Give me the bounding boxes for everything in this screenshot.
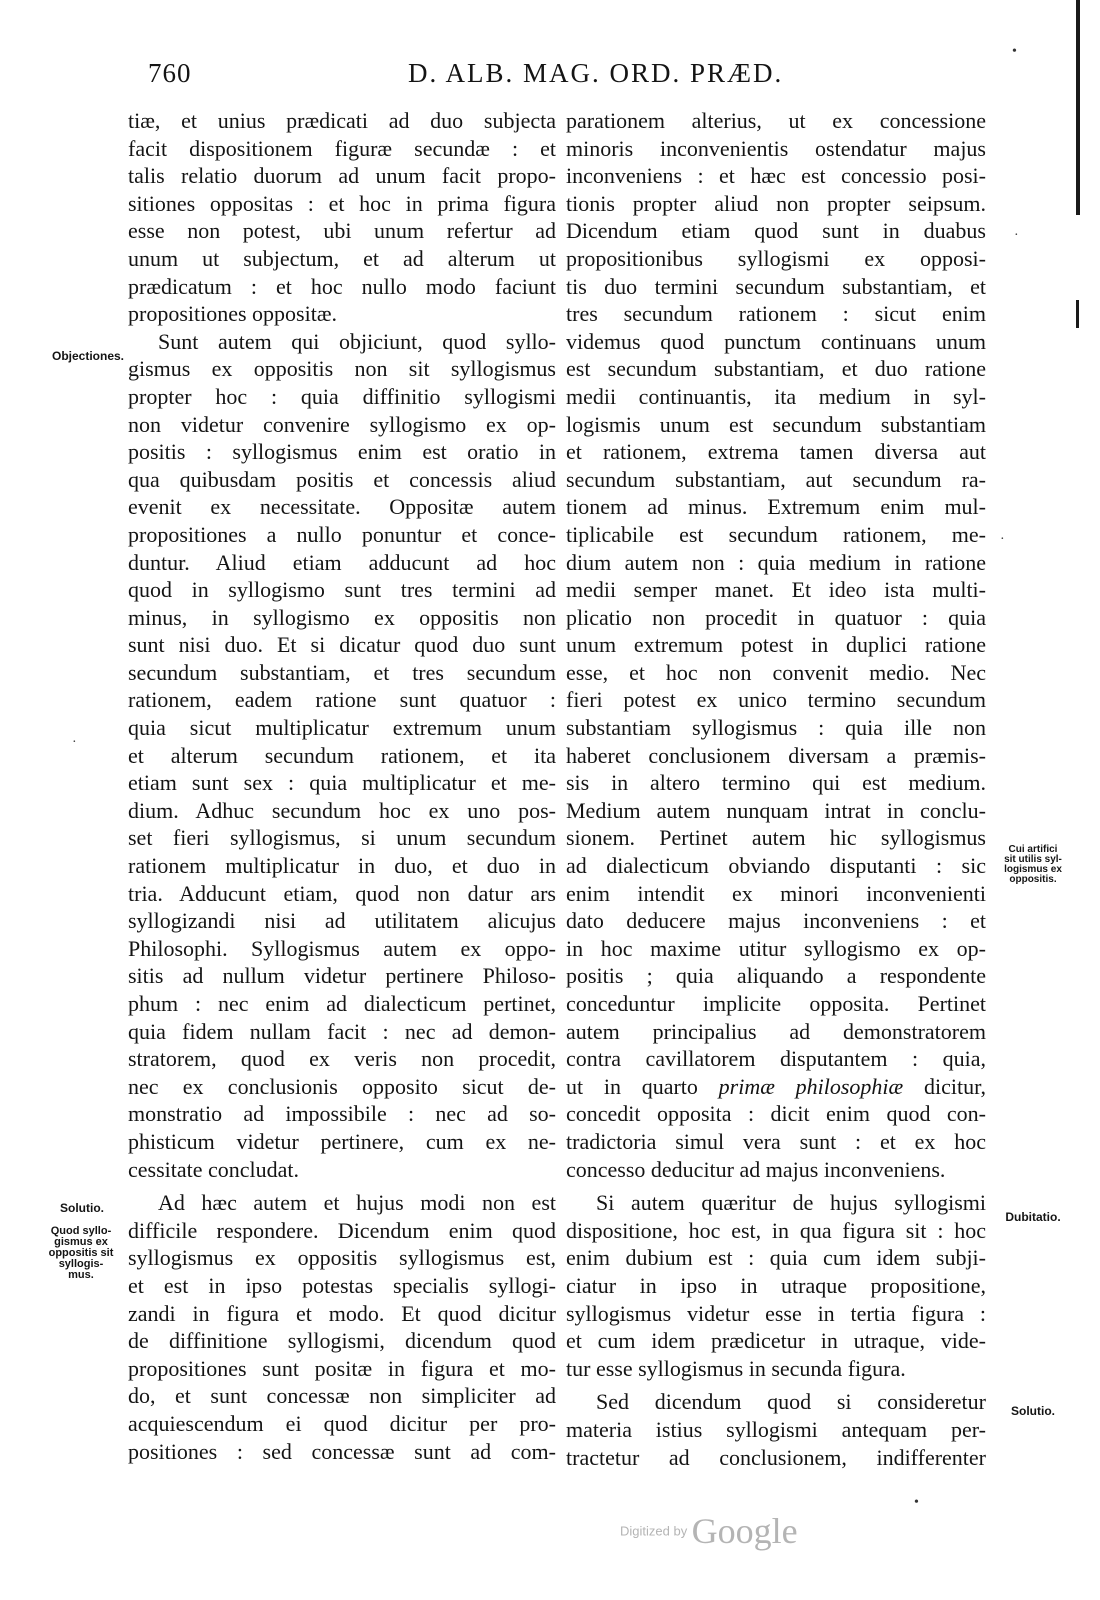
- text-line: et cum idem prædicetur in utraque, vide-: [566, 1328, 986, 1354]
- margin-note-text: Solutio.: [1011, 1404, 1055, 1418]
- text-line: zandi in figura et modo. Et quod dicitur: [128, 1300, 556, 1326]
- text-line: non videtur convenire syllogismo ex op-: [128, 411, 556, 437]
- text-line: do, et sunt concessæ non simpliciter ad: [128, 1383, 556, 1409]
- text-line: secundum substantiam, aut secundum ra-: [566, 466, 986, 492]
- text-line: esse, et hoc non convenit medio. Nec: [566, 659, 986, 685]
- text-line: rationem multiplicatur in duo, et duo in: [128, 853, 556, 879]
- text-line: sionem. Pertinet autem hic syllogismus: [566, 825, 986, 851]
- left-column: [128, 107, 556, 1465]
- text-line: propositiones sunt positæ in figura et mo-: [128, 1355, 556, 1381]
- text-line: tis duo termini secundum substantiam, et: [566, 273, 986, 299]
- margin-note-text: Cui artifici: [1008, 844, 1058, 855]
- text-line: minus, in syllogismo ex oppositis non: [128, 604, 556, 630]
- margin-note-text: Solutio.: [60, 1201, 104, 1215]
- text-line: et est in ipso potestas specialis syllogi-: [128, 1272, 556, 1298]
- scan-speck: •: [914, 1495, 919, 1510]
- text-line: ciatur in ipso in utraque propositione,: [566, 1272, 986, 1298]
- text-line: Sed dicendum quod si consideretur: [596, 1389, 986, 1415]
- text-line: tiæ, et unius prædicati ad duo subjecta: [128, 108, 556, 133]
- text-line: ad dialecticum obviando disputanti : sic: [566, 853, 986, 879]
- text-line: esse non potest, ubi unum refertur ad: [128, 218, 556, 244]
- text-line: tractetur ad conclusionem, indifferenter: [566, 1444, 986, 1470]
- text-line: monstratio ad impossibile : nec ad so-: [128, 1101, 556, 1127]
- margin-note-dubitatio: [988, 1211, 1078, 1223]
- margin-note-text: Quod syllo-: [50, 1225, 112, 1237]
- text-line: minoris inconvenientis ostendatur majus: [566, 135, 986, 161]
- text-fragment: ut in quarto: [566, 1073, 698, 1099]
- page-number: 760: [148, 58, 192, 88]
- margin-note-text: mus.: [68, 1269, 94, 1281]
- text-line: concesso deducitur ad majus inconveniens.: [566, 1156, 946, 1182]
- text-line: de diffinitione syllogismi, dicendum quod: [128, 1328, 556, 1354]
- margin-note-text: sit utilis syl-: [1004, 854, 1062, 865]
- scan-speck: ·: [1000, 532, 1005, 547]
- text-line: parationem alterius, ut ex concessione: [566, 108, 986, 133]
- margin-note-solutio-right: [988, 1405, 1078, 1417]
- text-line: sitiones oppositas : et hoc in prima figura: [128, 190, 556, 216]
- right-column: [566, 107, 986, 1471]
- text-line: dium. Adhuc secundum hoc ex uno pos-: [128, 797, 556, 823]
- text-line: tres secundum rationem : sicut enim: [566, 301, 986, 327]
- text-line: phisticum videtur pertinere, cum ex ne-: [128, 1128, 556, 1154]
- digitized-label: Digitized by: [620, 1523, 688, 1539]
- text-line: enim dubium est : quia cum idem subji-: [566, 1245, 986, 1271]
- text-line: quia sicut multiplicatur extremum unum: [128, 715, 556, 741]
- text-line: tria. Adducunt etiam, quod non datur ars: [128, 880, 556, 906]
- text-line: videmus quod punctum continuans unum: [566, 328, 986, 354]
- text-line: quod in syllogismo sunt tres termini ad: [128, 577, 556, 603]
- text-line: nec ex conclusionis opposito sicut de-: [128, 1073, 556, 1099]
- text-line: materia istius syllogismi antequam per-: [566, 1416, 986, 1442]
- scan-speck: •: [1012, 44, 1017, 59]
- margin-note-quod-syllogismus: [36, 1226, 126, 1281]
- text-line: phum : nec enim ad dialecticum pertinet,: [128, 991, 556, 1016]
- text-line: sis in altero termino qui est medium.: [566, 770, 986, 796]
- page-header: [0, 58, 1100, 98]
- margin-note-text: oppositis sit: [48, 1247, 114, 1259]
- text-line: dato deducere majus inconveniens : et: [566, 908, 986, 934]
- text-line: dispositione, hoc est, in qua figura sit : hoc: [566, 1217, 986, 1243]
- text-line: tradictoria simul vera sunt : et ex hoc: [566, 1128, 986, 1154]
- scan-speck: ·: [1014, 228, 1019, 243]
- margin-note-text: Dubitatio.: [1005, 1210, 1061, 1224]
- margin-note-text: Objectiones.: [51, 349, 125, 363]
- text-line: cessitate concludat.: [128, 1156, 300, 1182]
- running-head: D. ALB. MAG. ORD. PRÆD.: [408, 58, 784, 88]
- text-line: set fieri syllogismus, si unum secundum: [128, 825, 556, 851]
- text-line: etiam sunt sex : quia multiplicatur et me-: [128, 770, 556, 796]
- text-line: Sunt autem qui objiciunt, quod syllo-: [158, 328, 556, 354]
- text-line: conceduntur implicite opposita. Pertinet: [566, 991, 986, 1016]
- margin-note-objectiones: [28, 350, 148, 362]
- text-line: Medium autem nunquam intrat in conclu-: [566, 797, 986, 823]
- text-line: dium autem non : quia medium in ratione: [566, 549, 986, 575]
- digitized-by-google-watermark: [620, 1510, 798, 1552]
- scan-edge-mark: [1076, 300, 1079, 328]
- text-line: medii continuantis, ita medium in syl-: [566, 383, 986, 409]
- text-line: positis : syllogismus enim est oratio in: [128, 439, 556, 465]
- text-line: Si autem quæritur de hujus syllogismi: [596, 1190, 986, 1216]
- text-line: tionis propter aliud non propter seipsum.: [566, 190, 986, 216]
- text-line: logismis unum est secundum substantiam: [566, 411, 986, 437]
- text-line: fieri potest ex unico termino secundum: [566, 687, 986, 713]
- text-line: unum ut subjectum, et ad alterum ut: [128, 245, 556, 271]
- text-line: gismus ex oppositis non sit syllogismus: [128, 356, 556, 382]
- text-fragment: dicitur,: [903, 1073, 986, 1099]
- text-line: syllogismus videtur esse in tertia figura :: [566, 1300, 986, 1326]
- text-line: difficile respondere. Dicendum enim quod: [128, 1217, 556, 1243]
- text-line: syllogismus ex oppositis syllogismus est,: [128, 1245, 556, 1271]
- text-line: medii semper manet. Et ideo ista multi-: [566, 577, 986, 603]
- text-line: tur esse syllogismus in secunda figura.: [566, 1355, 906, 1381]
- text-line: quia fidem nullam facit : nec ad demon-: [128, 1018, 556, 1044]
- margin-note-solutio-left: [42, 1202, 122, 1214]
- text-line: talis relatio duorum ad unum facit propo-: [128, 163, 556, 189]
- margin-note-text: logismus ex: [1004, 864, 1062, 875]
- text-line: unum extremum potest in duplici ratione: [566, 632, 986, 658]
- text-line: inconveniens : et hæc est concessio posi-: [566, 163, 986, 189]
- text-line: positiones : sed concessæ sunt ad com-: [128, 1438, 556, 1464]
- margin-note-text: oppositis.: [1009, 874, 1057, 885]
- text-line: Dicendum etiam quod sunt in duabus: [566, 218, 986, 244]
- text-line-with-italic: [566, 1073, 986, 1101]
- text-line: propositiones oppositæ.: [128, 301, 338, 327]
- text-line: propositiones a nullo ponuntur et conce-: [128, 521, 556, 547]
- google-logo: Google: [691, 1511, 798, 1551]
- margin-note-cui-artifici: [988, 845, 1078, 885]
- text-line: evenit ex necessitate. Oppositæ autem: [128, 494, 556, 520]
- text-line: facit dispositionem figuræ secundæ : et: [128, 135, 556, 161]
- text-line: acquiescendum ei quod dicitur per pro-: [128, 1410, 556, 1436]
- text-line: Philosophi. Syllogismus autem ex oppo-: [128, 935, 556, 961]
- text-line: sunt nisi duo. Et si dicatur quod duo sunt: [128, 632, 556, 658]
- scan-edge-mark: [1076, 0, 1080, 215]
- text-line: concedit opposita : dicit enim quod con-: [566, 1101, 986, 1127]
- text-line: sitis ad nullum videtur pertinere Philoso-: [128, 963, 556, 989]
- text-line: qua quibusdam positis et concessis aliud: [128, 466, 556, 492]
- italic-title: primæ philosophiæ: [718, 1073, 904, 1099]
- text-line: prædicatum : et hoc nullo modo faciunt: [128, 273, 556, 299]
- margin-note-text: gismus ex: [54, 1236, 108, 1248]
- text-line: positis ; quia aliquando a respondente: [566, 963, 986, 989]
- text-line: tionem ad minus. Extremum enim mul-: [566, 494, 986, 520]
- text-line: in hoc maxime utitur syllogismo ex op-: [566, 935, 986, 961]
- text-line: et alterum secundum rationem, et ita: [128, 742, 556, 768]
- text-line: Ad hæc autem et hujus modi non est: [158, 1190, 556, 1216]
- text-line: autem principalius ad demonstratorem: [566, 1018, 986, 1044]
- text-line: tiplicabile est secundum rationem, me-: [566, 521, 986, 547]
- text-line: plicatio non procedit in quatuor : quia: [566, 604, 986, 630]
- text-line: contra cavillatorem disputantem : quia,: [566, 1046, 986, 1072]
- text-line: haberet conclusionem diversam a præmis-: [566, 742, 986, 768]
- text-line: enim intendit ex minori inconvenienti: [566, 880, 986, 906]
- text-line: syllogizandi nisi ad utilitatem alicujus: [128, 908, 556, 934]
- text-line: duntur. Aliud etiam adducunt ad hoc: [128, 549, 556, 575]
- text-line: propter hoc : quia diffinitio syllogismi: [128, 383, 556, 409]
- text-line: est secundum substantiam, et duo ratione: [566, 356, 986, 382]
- text-line: rationem, eadem ratione sunt quatuor :: [128, 687, 556, 713]
- text-line: secundum substantiam, et tres secundum: [128, 659, 556, 685]
- margin-note-text: syllogis-: [58, 1258, 104, 1270]
- text-line: substantiam syllogismus : quia ille non: [566, 715, 986, 741]
- text-line: stratorem, quod ex veris non procedit,: [128, 1046, 556, 1072]
- text-line: propositionibus syllogismi ex opposi-: [566, 245, 986, 271]
- scan-speck: ·: [72, 735, 77, 750]
- text-line: et rationem, extrema tamen diversa aut: [566, 439, 986, 465]
